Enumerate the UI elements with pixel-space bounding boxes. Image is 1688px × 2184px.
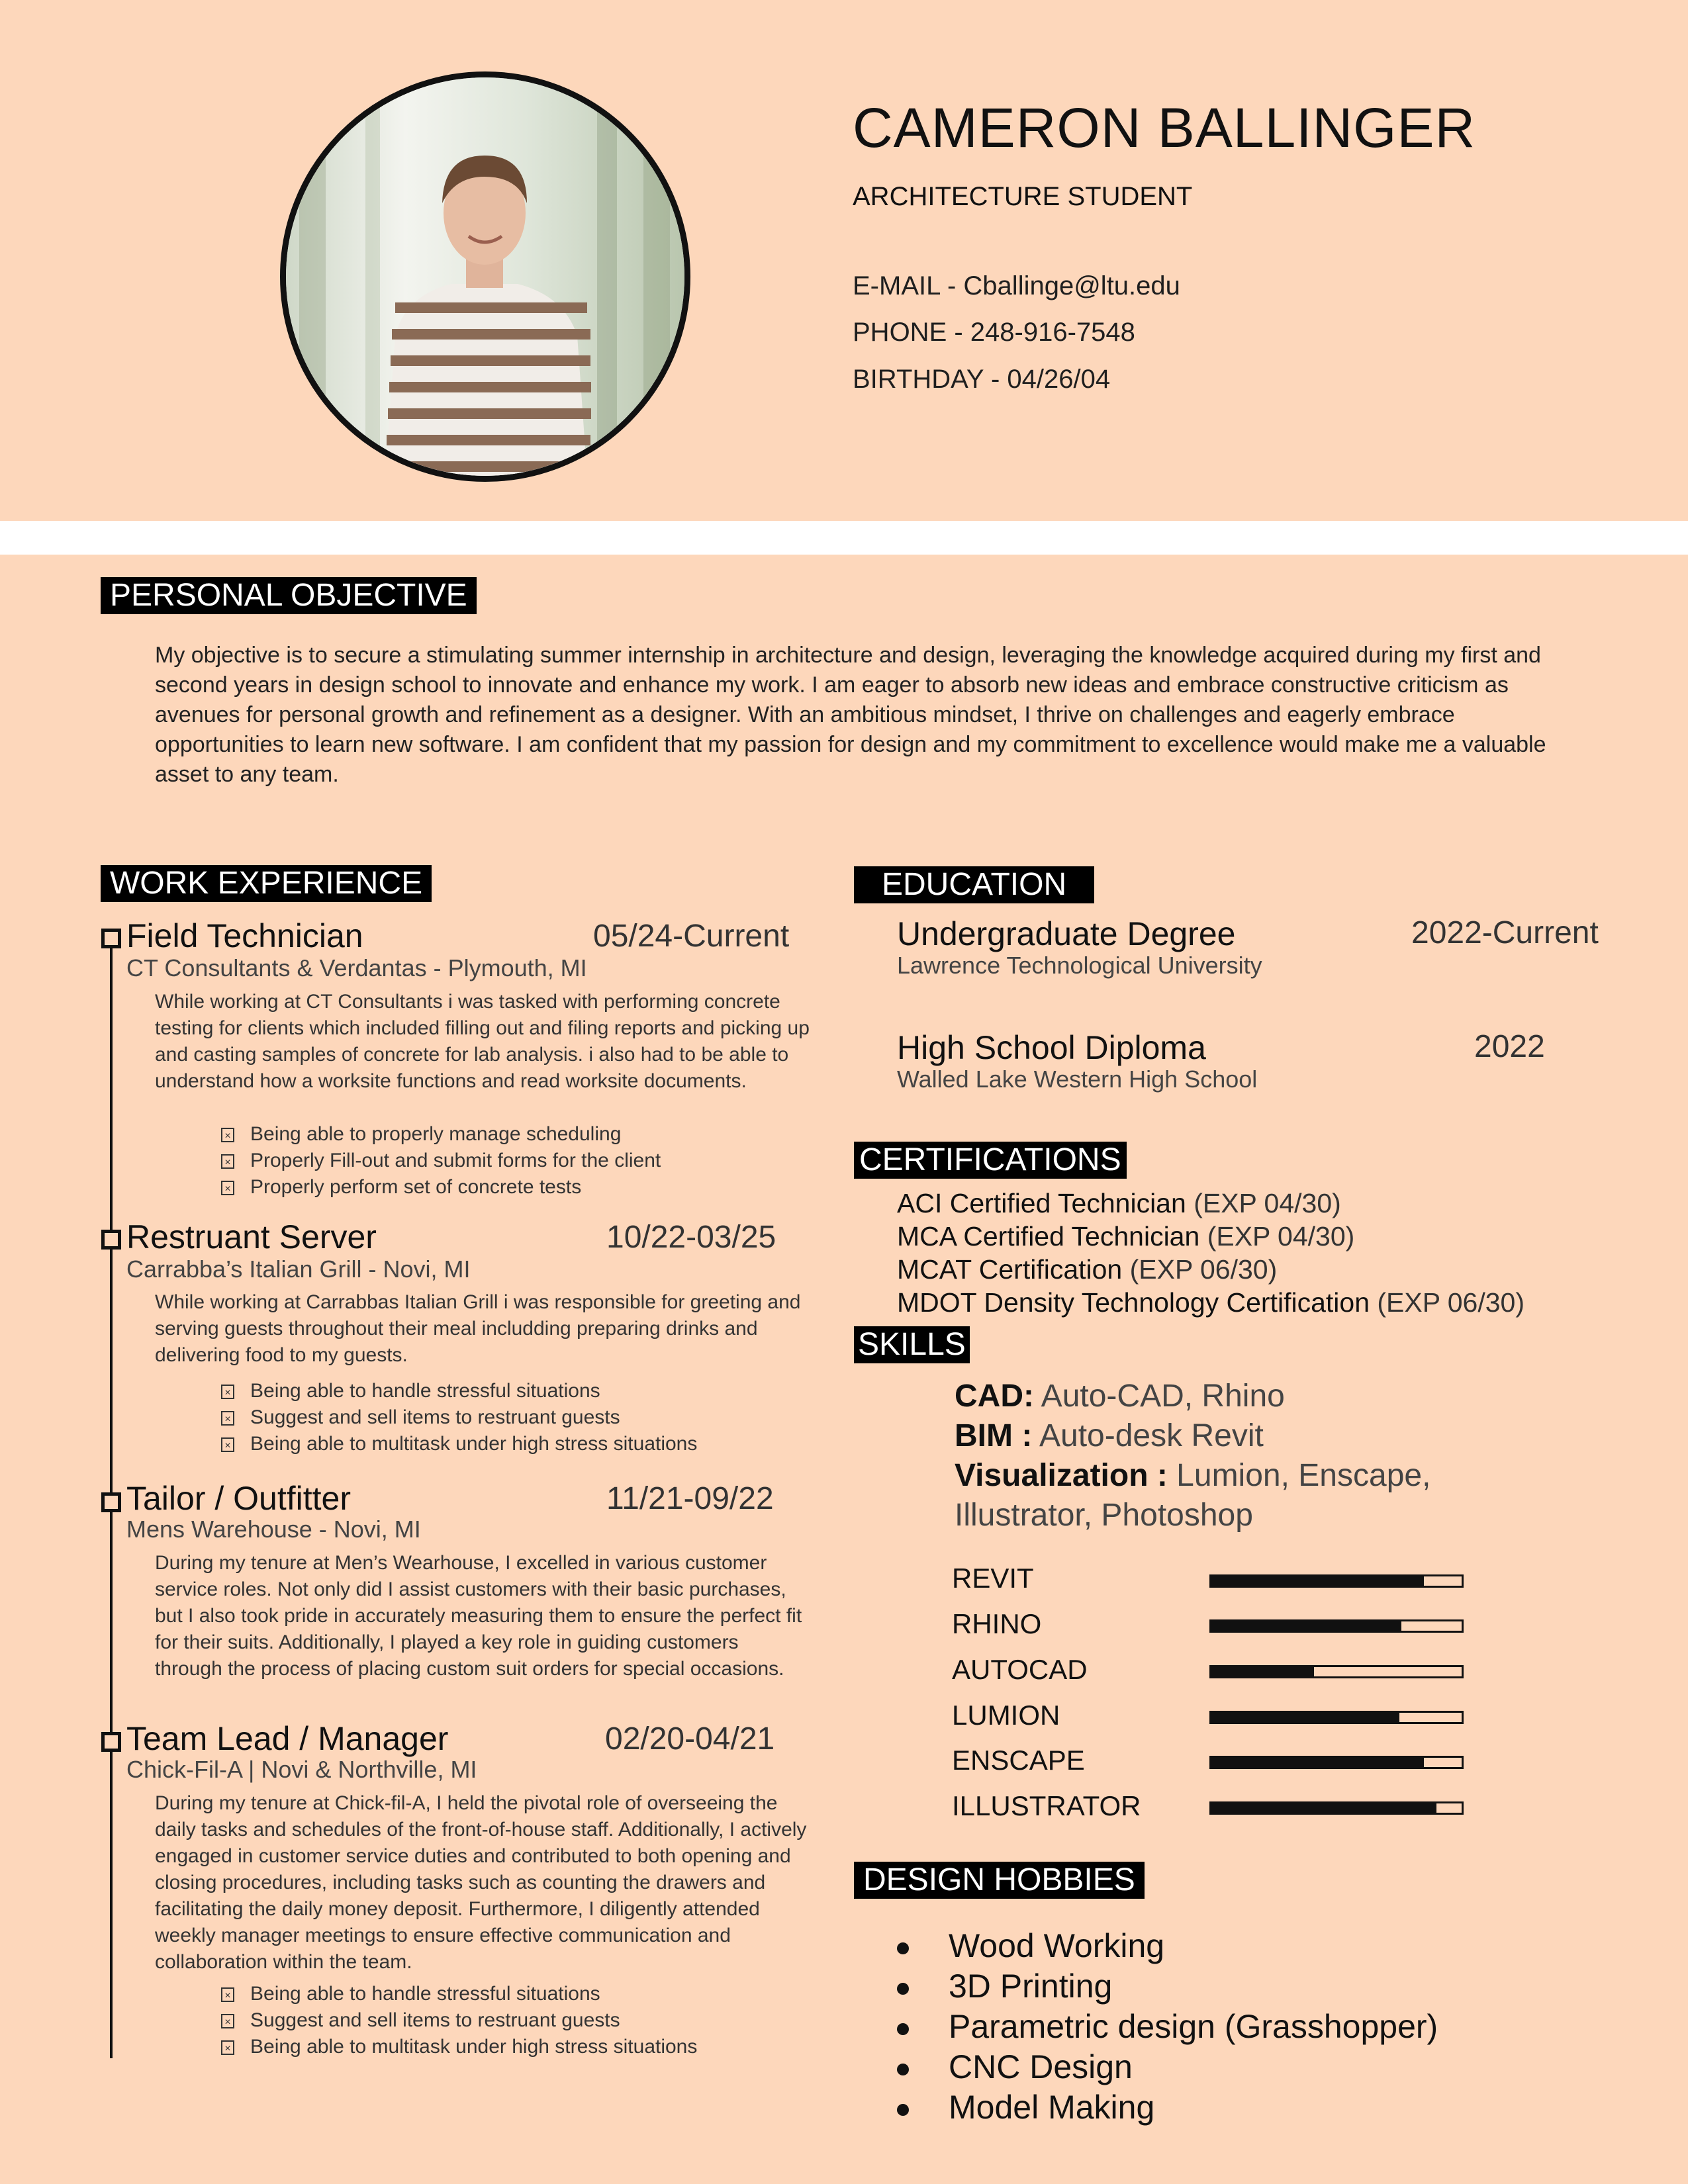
skill-bar-enscape	[1209, 1756, 1464, 1769]
hobby-item: CNC Design	[897, 2047, 1438, 2087]
job-date: 10/22-03/25	[606, 1220, 776, 1255]
education-year: 2022	[1474, 1029, 1545, 1064]
bullet-item: × Being able to multitask under high stress situations	[221, 2034, 697, 2060]
bullet-icon	[897, 2064, 909, 2075]
job-bullets	[221, 1121, 661, 1201]
phone-line: PHONE - 248-916-7548	[853, 318, 1135, 347]
timeline-node	[101, 1492, 121, 1512]
candidate-subtitle: ARCHITECTURE STUDENT	[853, 182, 1193, 211]
skill-line: BIM : Auto-desk Revit	[955, 1418, 1264, 1453]
bullet-item: × Being able to multitask under high stress situations	[221, 1431, 697, 1457]
job-bullets	[221, 1981, 697, 2060]
skill-bar-lumion	[1209, 1711, 1464, 1724]
job-description: During my tenure at Chick-fil-A, I held the pivotal role of overseeing the daily tasks and schedules of the front-of-house staff. Additionally, I actively engaged in customer service duties and contributed to both opening and closing procedures, including tasks such as counting the drawers and facilitating the daily money deposit. Furthermore, I diligently attended weekly manager meetings to ensure effective communication and collaboration within the team.	[155, 1792, 807, 1973]
timeline-node	[101, 929, 121, 948]
hobby-item: Wood Working	[897, 1926, 1438, 1966]
hobbies-list	[897, 1926, 1438, 2128]
skill-bar-label: ENSCAPE	[952, 1745, 1085, 1776]
bullet-item: × Properly Fill-out and submit forms for the client	[221, 1148, 661, 1174]
hobby-item: Parametric design (Grasshopper)	[897, 2007, 1438, 2047]
job-title: Tailor / Outfitter	[126, 1480, 351, 1517]
bullet-icon	[897, 1942, 909, 1954]
bullet-item: × Suggest and sell items to restruant guests	[221, 2007, 697, 2034]
work-experience-title: WORK EXPERIENCE	[101, 865, 432, 902]
skill-bar-revit	[1209, 1574, 1464, 1588]
job-bullets	[221, 1378, 697, 1457]
bullet-item: × Being able to handle stressful situations	[221, 1378, 697, 1404]
job-description: While working at Carrabbas Italian Grill i was responsible for greeting and serving guests throughout their meal includding preparing drinks and delivering food to my guests.	[155, 1291, 801, 1366]
hobby-item: Model Making	[897, 2087, 1438, 2128]
bullet-item: × Properly perform set of concrete tests	[221, 1174, 661, 1201]
education-school: Walled Lake Western High School	[897, 1066, 1258, 1093]
skills-title: SKILLS	[854, 1326, 970, 1363]
job-date: 11/21-09/22	[606, 1481, 774, 1516]
job-company: Carrabba’s Italian Grill - Novi, MI	[126, 1255, 471, 1283]
education-degree: Undergraduate Degree	[897, 915, 1236, 952]
bullet-icon	[897, 2104, 909, 2116]
skill-bar-rhino	[1209, 1619, 1464, 1633]
checkbox-icon: ×	[221, 1437, 234, 1452]
skill-bar-label: RHINO	[952, 1608, 1042, 1639]
certification-item: MCAT Certification (EXP 06/30)	[897, 1254, 1278, 1285]
skill-line: Illustrator, Photoshop	[955, 1498, 1253, 1533]
hobbies-title: DESIGN HOBBIES	[854, 1862, 1145, 1899]
job-date: 02/20-04/21	[605, 1721, 775, 1756]
job-description: While working at CT Consultants i was tasked with performing concrete testing for clients which included filling out and filing reports and picking up and casting samples of concrete for lab analysis. i also had to be able to understand how a worksite functions and read worksite documents.	[155, 991, 810, 1092]
checkbox-icon: ×	[221, 2040, 234, 2055]
skill-bar-fill	[1211, 1713, 1399, 1722]
education-school: Lawrence Technological University	[897, 952, 1262, 979]
hobby-item: 3D Printing	[897, 1966, 1438, 2007]
job-title: Restruant Server	[126, 1218, 377, 1255]
checkbox-icon: ×	[221, 1128, 234, 1142]
skill-bar-illustrator	[1209, 1801, 1464, 1815]
email-line[interactable]: E-MAIL - Cballinge@ltu.edu	[853, 271, 1180, 300]
checkbox-icon: ×	[221, 2014, 234, 2028]
candidate-name: CAMERON BALLINGER	[853, 97, 1476, 159]
profile-photo	[280, 71, 690, 482]
timeline-node	[101, 1230, 121, 1250]
skill-bar-autocad	[1209, 1665, 1464, 1678]
skill-bar-fill	[1211, 1667, 1314, 1676]
objective-text: My objective is to secure a stimulating summer internship in architecture and design, leveraging the knowledge acquired during my first and second years in design school to innovate and enhance my work. I am eager to absorb new ideas and embrace constructive criticism as avenues for personal growth and refinement as a designer. With an ambitious mindset, I thrive on challenges and eagerly embrace opportunities to learn new software. I am confident that my passion for design and my commitment to excellence would make me a valuable asset to any team.	[155, 643, 1546, 787]
bullet-icon	[897, 1983, 909, 1995]
skill-bar-fill	[1211, 1576, 1424, 1586]
education-year: 2022-Current	[1411, 915, 1599, 950]
certification-item: MDOT Density Technology Certification (EXP 06/30)	[897, 1287, 1525, 1318]
education-degree: High School Diploma	[897, 1029, 1206, 1066]
job-date: 05/24-Current	[593, 919, 790, 954]
checkbox-icon: ×	[221, 1385, 234, 1399]
job-title: Team Lead / Manager	[126, 1720, 449, 1757]
profile-photo-image	[286, 77, 684, 476]
timeline-node	[101, 1732, 121, 1752]
skill-bar-label: LUMION	[952, 1700, 1060, 1731]
skill-bar-fill	[1211, 1758, 1424, 1767]
skill-line: CAD: Auto-CAD, Rhino	[955, 1379, 1285, 1414]
certifications-title: CERTIFICATIONS	[854, 1142, 1127, 1179]
bullet-icon	[897, 2023, 909, 2035]
skill-bar-label: REVIT	[952, 1563, 1034, 1594]
bullet-item: × Being able to handle stressful situations	[221, 1981, 697, 2007]
checkbox-icon: ×	[221, 1181, 234, 1195]
skill-bar-fill	[1211, 1803, 1436, 1813]
certification-item: MCA Certified Technician (EXP 04/30)	[897, 1221, 1355, 1251]
checkbox-icon: ×	[221, 1987, 234, 2002]
job-title: Field Technician	[126, 917, 363, 954]
skill-bar-fill	[1211, 1621, 1401, 1631]
bullet-item: × Being able to properly manage scheduling	[221, 1121, 661, 1148]
job-company: Chick-Fil-A | Novi & Northville, MI	[126, 1756, 477, 1783]
checkbox-icon: ×	[221, 1411, 234, 1426]
objective-title: PERSONAL OBJECTIVE	[101, 577, 477, 614]
birthday-line: BIRTHDAY - 04/26/04	[853, 365, 1111, 394]
job-company: Mens Warehouse - Novi, MI	[126, 1516, 421, 1543]
checkbox-icon: ×	[221, 1154, 234, 1169]
skill-bar-label: AUTOCAD	[952, 1654, 1088, 1685]
job-company: CT Consultants & Verdantas - Plymouth, MI	[126, 954, 587, 981]
education-title: EDUCATION	[854, 866, 1094, 903]
bullet-item: × Suggest and sell items to restruant guests	[221, 1404, 697, 1431]
certification-item: ACI Certified Technician (EXP 04/30)	[897, 1188, 1341, 1218]
job-description: During my tenure at Men’s Wearhouse, I excelled in various customer service roles. Not only did I assist customers with their basic purchases, but I also took pride in accurately measuring them to ensure the perfect fit for their suits. Additionally, I played a key role in guiding customers through the process of placing custom suit orders for special occasions.	[155, 1552, 802, 1680]
header-panel	[0, 0, 1688, 521]
skill-line: Visualization : Lumion, Enscape,	[955, 1458, 1431, 1493]
skill-bar-label: ILLUSTRATOR	[952, 1790, 1141, 1821]
